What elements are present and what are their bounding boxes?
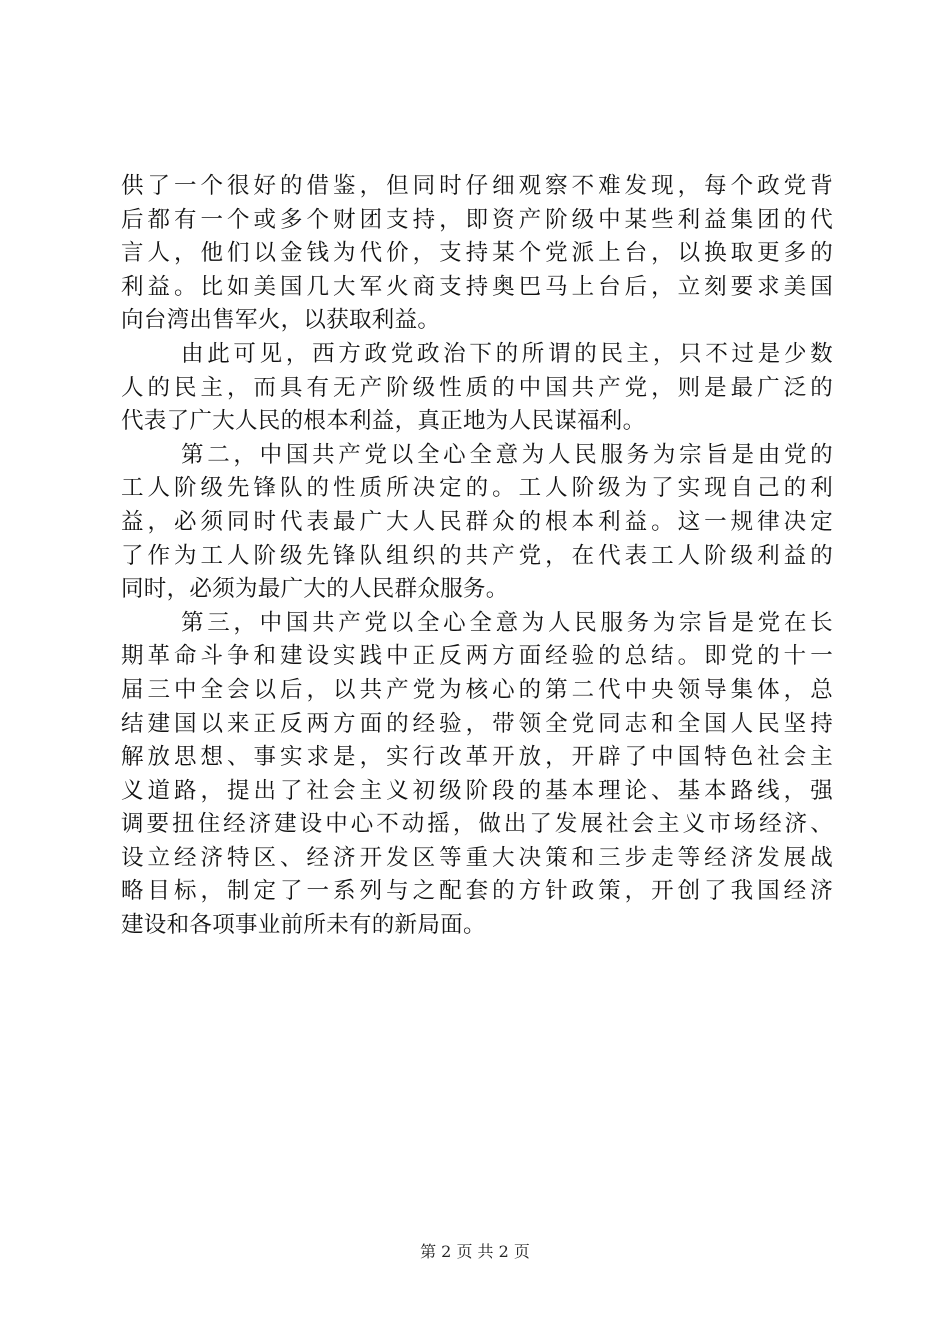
text-line: 调要扭住经济建设中心不动摇，做出了发展社会主义市场经济、 bbox=[121, 811, 833, 838]
text-line: 后都有一个或多个财团支持，即资产阶级中某些利益集团的代 bbox=[121, 206, 833, 233]
text-line: 由此可见，西方政党政治下的所谓的民主，只不过是少数 bbox=[181, 340, 833, 367]
text-line: 结建国以来正反两方面的经验，带领全党同志和全国人民坚持 bbox=[121, 710, 833, 737]
text-line: 了作为工人阶级先锋队组织的共产党，在代表工人阶级利益的 bbox=[121, 542, 833, 569]
text-line: 供了一个很好的借鉴，但同时仔细观察不难发现，每个政党背 bbox=[121, 173, 833, 199]
text-line: 向台湾出售军火，以获取利益。 bbox=[121, 307, 441, 334]
text-line: 期革命斗争和建设实践中正反两方面经验的总结。即党的十一 bbox=[121, 643, 833, 670]
text-line: 解放思想、事实求是，实行改革开放，开辟了中国特色社会主 bbox=[121, 744, 833, 771]
text-line: 利益。比如美国几大军火商支持奥巴马上台后，立刻要求美国 bbox=[121, 273, 833, 300]
text-line: 第三，中国共产党以全心全意为人民服务为宗旨是党在长 bbox=[181, 609, 833, 636]
text-line: 设立经济特区、经济开发区等重大决策和三步走等经济发展战 bbox=[121, 844, 833, 871]
text-line: 义道路，提出了社会主义初级阶段的基本理论、基本路线，强 bbox=[121, 777, 833, 804]
text-line: 代表了广大人民的根本利益，真正地为人民谋福利。 bbox=[121, 408, 646, 435]
text-line: 略目标，制定了一系列与之配套的方针政策，开创了我国经济 bbox=[121, 878, 833, 905]
text-line: 届三中全会以后，以共产党为核心的第二代中央领导集体，总 bbox=[121, 676, 833, 703]
text-line: 益，必须同时代表最广大人民群众的根本利益。这一规律决定 bbox=[121, 508, 833, 535]
text-line: 第二，中国共产党以全心全意为人民服务为宗旨是由党的 bbox=[181, 441, 833, 468]
text-line: 同时，必须为最广大的人民群众服务。 bbox=[121, 576, 509, 603]
text-line: 人的民主，而具有无产阶级性质的中国共产党，则是最广泛的 bbox=[121, 374, 833, 401]
text-line: 言人，他们以金钱为代价，支持某个党派上台，以换取更多的 bbox=[121, 240, 833, 267]
text-line: 建设和各项事业前所未有的新局面。 bbox=[121, 912, 486, 939]
text-line: 工人阶级先锋队的性质所决定的。工人阶级为了实现自己的利 bbox=[121, 475, 833, 502]
page-footer: 第 2 页 共 2 页 bbox=[420, 1242, 530, 1261]
body-text bbox=[121, 170, 833, 943]
